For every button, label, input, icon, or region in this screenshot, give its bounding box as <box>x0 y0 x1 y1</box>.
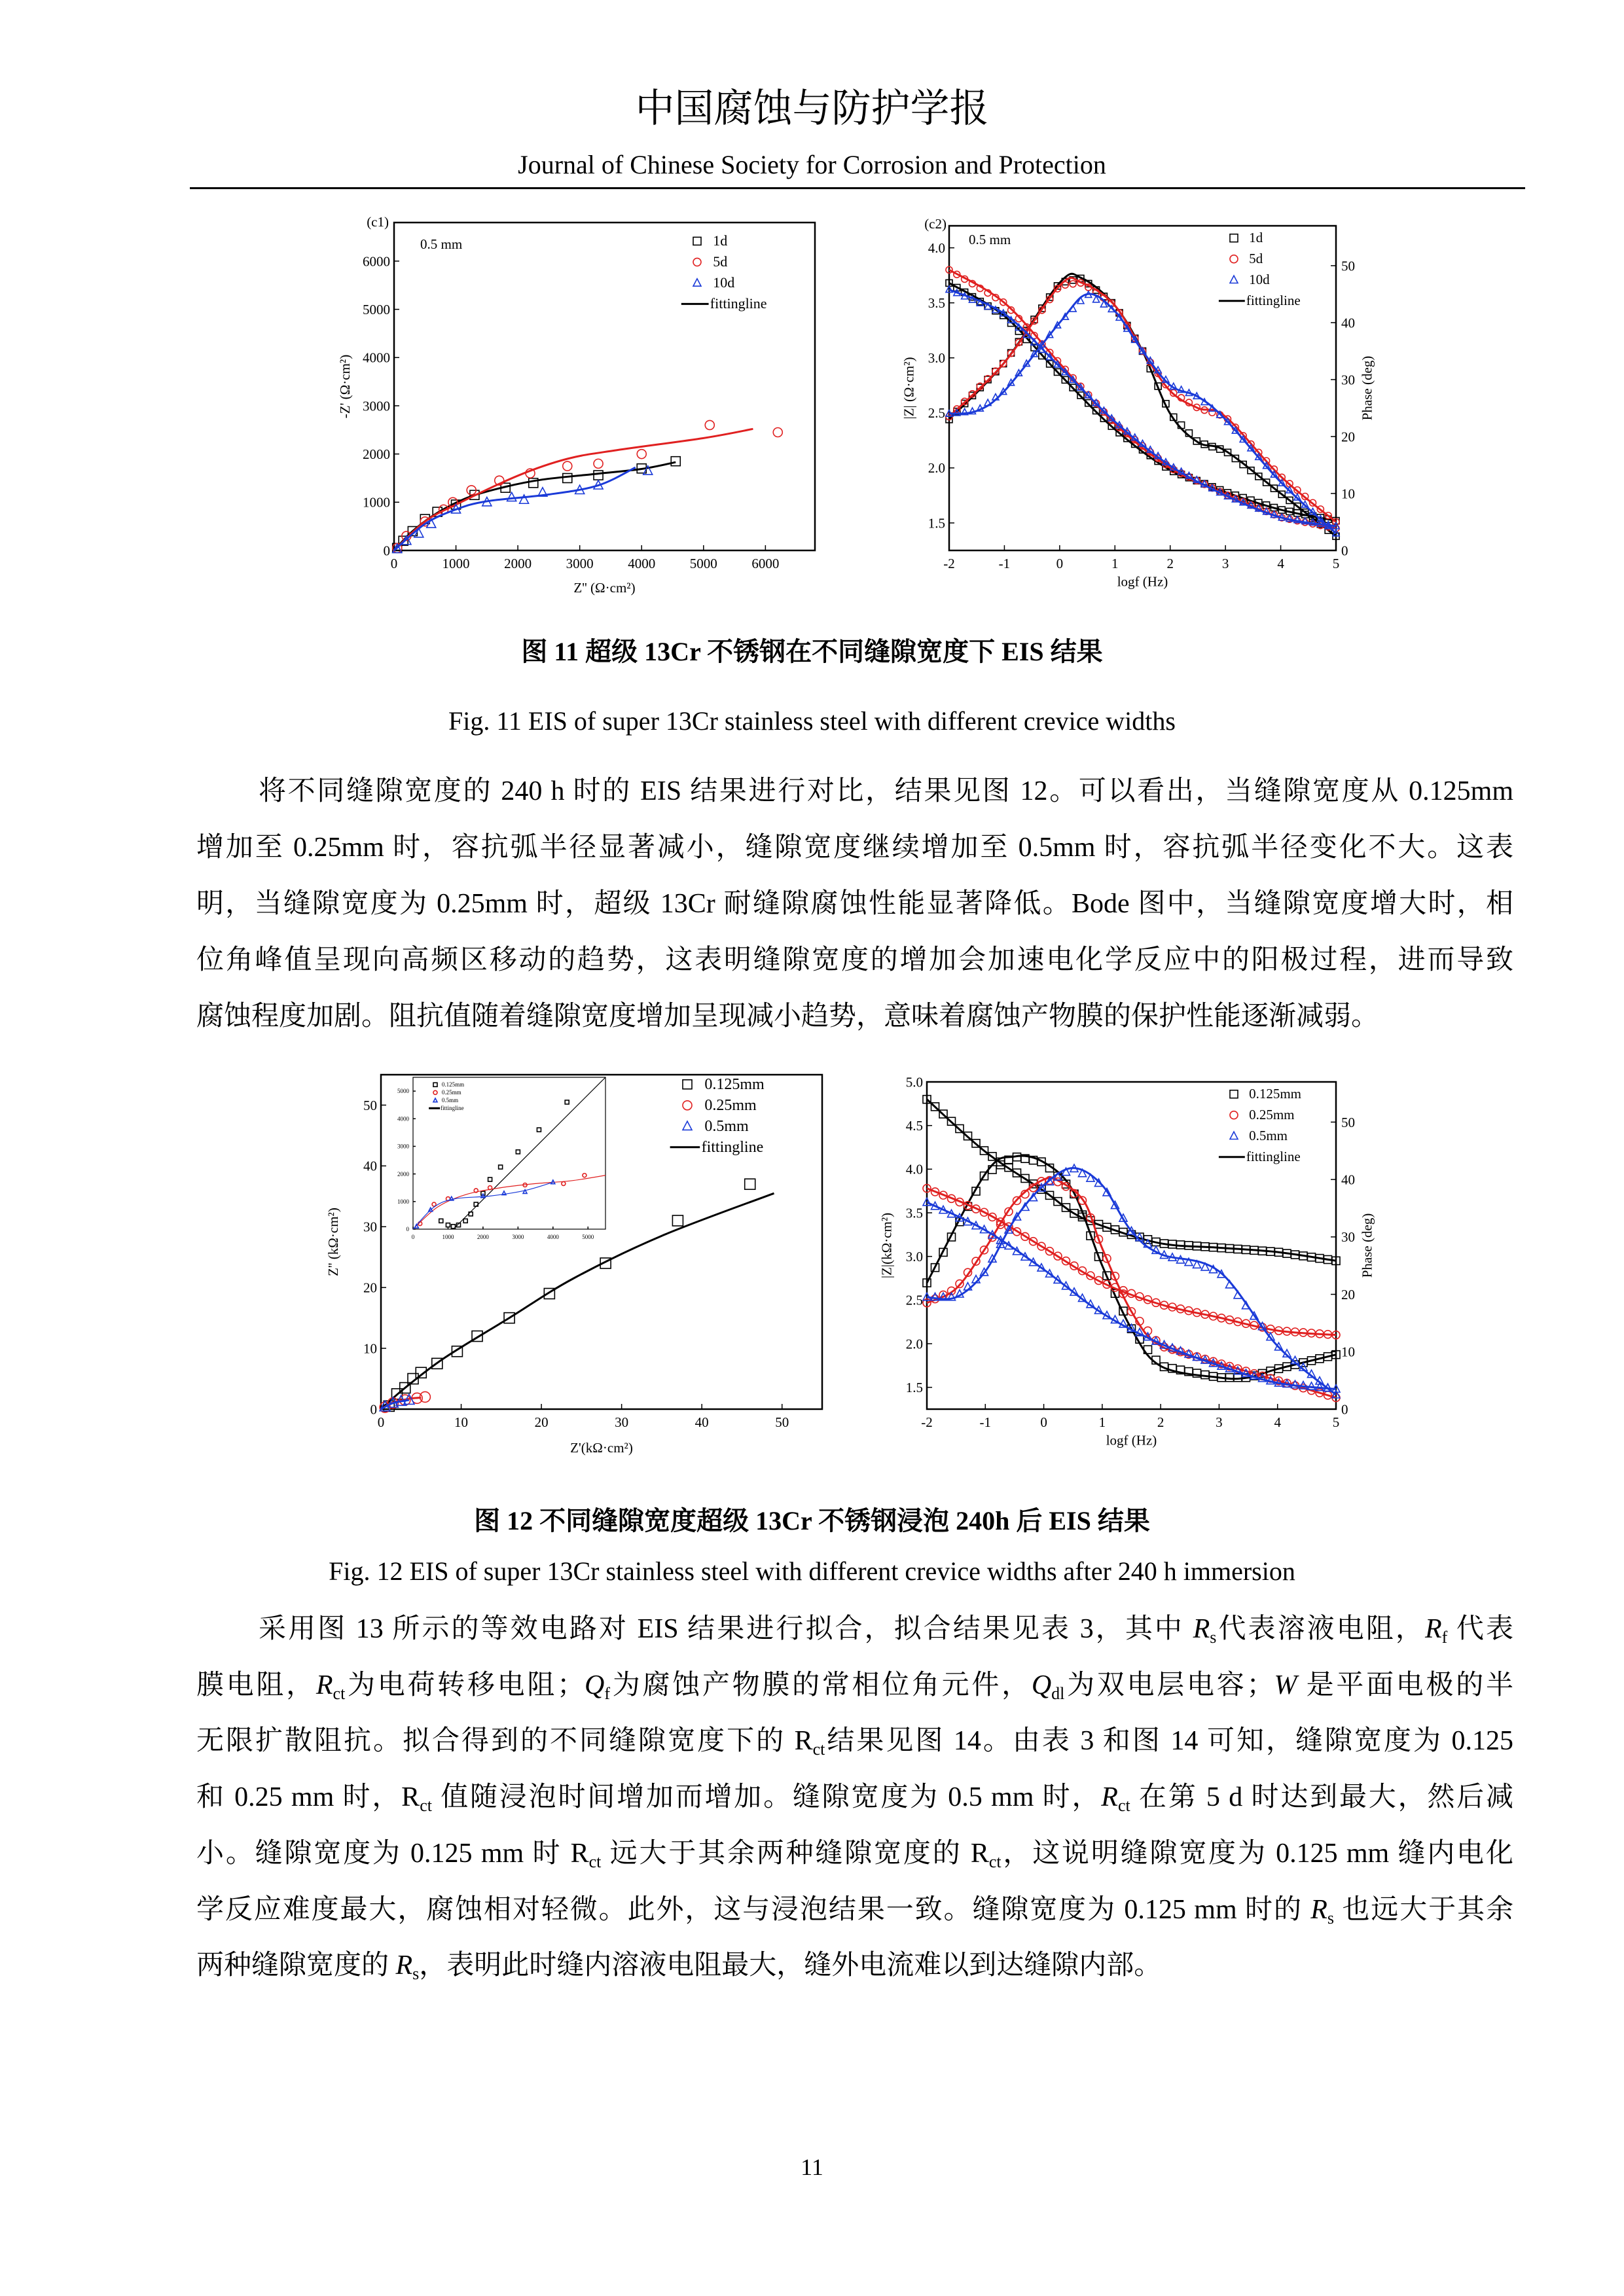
x-tick-label: 0 <box>390 556 398 571</box>
legend-label: 1d <box>713 232 728 249</box>
triangle-marker <box>1308 1382 1316 1390</box>
square-marker <box>672 1215 683 1226</box>
y-tick-label: 4.5 <box>905 1118 923 1134</box>
y-tick-label: 0 <box>406 1226 409 1233</box>
y-axis-label: |Z| (Ω·cm²) <box>901 357 917 420</box>
series-0.25mm-phase <box>923 1177 1340 1402</box>
symbol: $R_{ct}$ <box>970 1838 1001 1871</box>
x-tick-label: 4000 <box>628 556 656 571</box>
x-tick-label: -2 <box>943 556 955 571</box>
y-tick-label: 5.0 <box>905 1074 923 1090</box>
y-axis-label: Z'' (kΩ·cm²) <box>325 1208 341 1276</box>
y-tick-label: 20 <box>363 1280 377 1296</box>
square-marker <box>1230 1090 1238 1098</box>
square-marker <box>1230 234 1238 242</box>
legend-label: 0.25mm <box>704 1097 757 1114</box>
x-tick-label: 3000 <box>512 1234 524 1240</box>
text-line: 膜电阻，$R_{ct}$为电荷转移电阻；$Q_f$为腐蚀产物膜的常相位角元件，$Q_{dl}$为双电层电容；W 是平面电极的半 <box>196 1670 1513 1703</box>
symbol: $Q_{dl}$ <box>1031 1670 1065 1703</box>
y-tick-label: 30 <box>363 1219 377 1235</box>
axes <box>363 223 815 571</box>
series-1d <box>393 457 681 553</box>
y-tick-label: 3000 <box>397 1143 409 1150</box>
x-tick-label: 1 <box>1111 556 1119 571</box>
text-line: 腐蚀程度加剧。阻抗值随着缝隙宽度增加呈现减小趋势，意味着腐蚀产物膜的保护性能逐渐减弱。 <box>196 1001 1379 1031</box>
triangle-marker <box>1230 276 1238 283</box>
square-marker <box>745 1179 755 1189</box>
circle-marker <box>1070 281 1076 287</box>
x-tick-label: 2 <box>1166 556 1174 571</box>
x-axis-label: logf (Hz) <box>1117 573 1168 590</box>
x-tick-label: 2000 <box>477 1234 489 1240</box>
legend-label: 0.25mm <box>441 1089 461 1096</box>
legend-label: fittingline <box>441 1105 464 1111</box>
x-tick-label: 3 <box>1221 556 1229 571</box>
x-tick-label: 4000 <box>547 1234 559 1240</box>
y2-tick-label: 20 <box>1341 1286 1355 1302</box>
x-tick-label: 5000 <box>582 1234 594 1240</box>
chart-c1-nyquist <box>314 209 831 602</box>
symbol: $R_{ct}$ <box>316 1670 346 1703</box>
y-tick-label: 10 <box>363 1340 377 1357</box>
legend <box>1219 1086 1301 1164</box>
page-number: 11 <box>801 2154 823 2180</box>
phase-fit-line <box>949 274 1336 536</box>
y2-tick-label: 30 <box>1341 1229 1355 1246</box>
x-tick-label: 5 <box>1332 1414 1340 1430</box>
y-tick-label: 4000 <box>363 350 390 366</box>
x-axis-label: Z'' (Ω·cm²) <box>573 580 636 596</box>
x-tick-label: 4 <box>1274 1414 1281 1430</box>
text-line: 学反应难度最大，腐蚀相对轻微。此外，这与浸泡结果一致。缝隙宽度为 0.125 mm 时的 $R_s$ 也远大于其余 <box>196 1894 1513 1928</box>
y-tick-label: 2000 <box>397 1170 409 1177</box>
x-tick-label: 4 <box>1277 556 1284 571</box>
symbol: $R_{ct}$ <box>1101 1782 1130 1816</box>
square-marker <box>683 1080 692 1089</box>
square-marker <box>671 457 680 466</box>
legend-label: 10d <box>1249 272 1270 287</box>
text-line: 和 0.25 mm 时，$R_{ct}$ 值随浸泡时间增加而增加。缝隙宽度为 0.5 mm 时，$R_{ct}$ 在第 5 d 时达到最大，然后减 <box>196 1782 1513 1816</box>
y-tick-label: 3.5 <box>928 295 945 312</box>
y2-tick-label: 0 <box>1341 1401 1348 1418</box>
x-tick-label: 30 <box>615 1414 629 1430</box>
y-tick-label: 1000 <box>397 1198 409 1205</box>
y-axis-label: |Z|(kΩ·cm²) <box>878 1212 895 1279</box>
triangle-marker <box>683 1121 692 1130</box>
y2-axis-label: Phase (deg) <box>1359 355 1375 421</box>
header-divider <box>190 187 1525 189</box>
y2-tick-label: 40 <box>1341 1172 1355 1188</box>
circle-marker <box>420 1391 430 1402</box>
circle-marker <box>637 450 646 459</box>
y2-tick-label: 40 <box>1341 315 1355 331</box>
y-tick-label: 2000 <box>363 446 390 462</box>
square-marker <box>594 471 603 480</box>
y-tick-label: 6000 <box>363 253 390 270</box>
y-tick-label: 3.0 <box>928 350 945 367</box>
text-line: 小。缝隙宽度为 0.125 mm 时 $R_{ct}$ 远大于其余两种缝隙宽度的 $R_{ct}$，这说明缝隙宽度为 0.125 mm 缝内电化 <box>196 1838 1513 1871</box>
symbol: $R_{ct}$ <box>794 1726 825 1759</box>
x-tick-label: 6000 <box>751 556 780 571</box>
legend-label: fittingline <box>701 1139 764 1156</box>
chart-c2-bode <box>884 209 1407 602</box>
y2-tick-label: 10 <box>1341 486 1355 502</box>
text-line: 两种缝隙宽度的 $R_s$，表明此时缝内溶液电阻最大，缝外电流难以到达缝隙内部。 <box>196 1950 1162 1984</box>
legend <box>681 232 767 312</box>
legend-label: 0.5mm <box>441 1097 459 1103</box>
modulus-fit-line <box>949 283 1336 520</box>
y2-tick-label: 10 <box>1341 1344 1355 1360</box>
fig12-caption-en: Fig. 12 EIS of super 13Cr stainless steel with different crevice widths after 240 h immersion <box>329 1556 1295 1586</box>
fit-line <box>394 429 753 550</box>
phase-fit-line <box>927 1168 1336 1395</box>
legend-label: 0.5mm <box>1249 1128 1288 1143</box>
phase-fit-line <box>949 278 1336 522</box>
y-tick-label: 0 <box>370 1401 377 1418</box>
circle-marker <box>693 258 701 266</box>
y-tick-label: 3.5 <box>905 1205 923 1221</box>
circle-marker <box>1230 255 1238 263</box>
inset-chart <box>397 1077 605 1240</box>
legend-label: 5d <box>713 253 728 270</box>
y-tick-label: 2.0 <box>905 1336 923 1352</box>
y2-tick-label: 50 <box>1341 258 1355 274</box>
text-line: 明，当缝隙宽度为 0.25mm 时，超级 13Cr 耐缝隙腐蚀性能显著降低。Bode 图中，当缝隙宽度增大时，相 <box>196 889 1513 919</box>
fig11-caption-cn: 图 11 超级 13Cr 不锈钢在不同缝隙宽度下 EIS 结果 <box>521 637 1103 666</box>
annotation: 0.5 mm <box>969 232 1011 247</box>
triangle-marker <box>693 279 701 286</box>
text-line: 将不同缝隙宽度的 240 h 时的 EIS 结果进行对比，结果见图 12。可以看出，当缝隙宽度从 0.125mm <box>259 776 1513 806</box>
y-tick-label: 3000 <box>363 398 390 414</box>
series-0.5mm-phase <box>923 1164 1340 1398</box>
x-tick-label: 5 <box>1332 556 1340 571</box>
legend-label: 1d <box>1249 230 1263 245</box>
legend <box>1219 230 1301 308</box>
series-10d-phase <box>946 291 1339 536</box>
circle-marker <box>705 420 714 429</box>
y-tick-label: 5000 <box>397 1088 409 1095</box>
x-tick-label: 0 <box>377 1414 385 1430</box>
x-tick-label: 0 <box>411 1234 415 1240</box>
legend-label: fittingline <box>1246 1149 1301 1164</box>
y-tick-label: 0 <box>383 543 390 559</box>
y2-tick-label: 20 <box>1341 429 1355 445</box>
text-line: 无限扩散阻抗。拟合得到的不同缝隙宽度下的 $R_{ct}$结果见图 14。由表 3 和图 14 可知，缝隙宽度为 0.125 <box>196 1726 1513 1759</box>
journal-title-en: Journal of Chinese Society for Corrosion and Protection <box>518 150 1106 179</box>
legend-label: 0.25mm <box>1249 1107 1295 1122</box>
y-tick-label: 1.5 <box>928 515 945 531</box>
x-tick-label: 40 <box>695 1414 709 1430</box>
x-tick-label: 3 <box>1216 1414 1223 1430</box>
symbol: $R_{ct}$ <box>401 1782 432 1816</box>
fit-line <box>394 462 676 550</box>
x-tick-label: -2 <box>921 1414 933 1430</box>
y-tick-label: 4.0 <box>905 1161 923 1177</box>
x-tick-label: 10 <box>454 1414 469 1430</box>
legend-label: 0.125mm <box>1249 1086 1302 1102</box>
axes <box>928 226 1340 571</box>
text-line: 采用图 13 所示的等效电路对 EIS 结果进行拟合，拟合结果见表 3，其中 $R_s$代表溶液电阻，$R_f$ 代表 <box>259 1614 1513 1647</box>
y-tick-label: 4.0 <box>928 240 945 256</box>
x-axis-label: logf (Hz) <box>1106 1432 1157 1448</box>
circle-marker <box>563 461 572 471</box>
legend-label: fittingline <box>710 295 767 312</box>
circle-marker <box>594 459 603 468</box>
x-tick-label: 5000 <box>689 556 717 571</box>
symbol: $R_f$ <box>1424 1614 1448 1647</box>
y-tick-label: 50 <box>363 1097 377 1113</box>
legend <box>670 1076 765 1156</box>
y-axis-label: -Z' (Ω·cm²) <box>337 354 353 419</box>
panel-label: (c2) <box>924 216 947 232</box>
symbol: W <box>1274 1670 1297 1700</box>
fig11-caption-en: Fig. 11 EIS of super 13Cr stainless steel with different crevice widths <box>448 706 1176 736</box>
circle-marker <box>683 1101 692 1110</box>
journal-title-cn: 中国腐蚀与防护学报 <box>635 87 989 130</box>
y-tick-label: 3.0 <box>905 1249 923 1265</box>
legend-label: 10d <box>713 274 735 291</box>
symbol: $R_s$ <box>1193 1614 1217 1647</box>
x-tick-label: 2000 <box>504 556 532 571</box>
legend-label: 0.125mm <box>441 1081 465 1088</box>
modulus-fit-line <box>949 270 1336 528</box>
triangle-marker <box>1230 1132 1238 1139</box>
x-tick-label: -1 <box>979 1414 992 1430</box>
x-tick-label: 0 <box>1056 556 1064 571</box>
y2-tick-label: 30 <box>1341 372 1355 388</box>
square-marker <box>693 237 701 245</box>
symbol: $R_{ct}$ <box>570 1838 602 1871</box>
series-5d <box>393 420 783 552</box>
x-tick-label: 20 <box>534 1414 549 1430</box>
x-tick-label: -1 <box>998 556 1011 571</box>
y-tick-label: 2.5 <box>905 1292 923 1308</box>
y2-axis-label: Phase (deg) <box>1359 1213 1375 1278</box>
chart-fig12-nyquist <box>314 1060 838 1460</box>
x-tick-label: 1000 <box>442 556 470 571</box>
symbol: $Q_f$ <box>585 1670 611 1703</box>
text-line: 增加至 0.25mm 时，容抗弧半径显著减小，缝隙宽度继续增加至 0.5mm 时，容抗弧半径变化不大。这表 <box>196 833 1513 863</box>
legend-label: 0.5mm <box>704 1118 749 1135</box>
y-tick-label: 40 <box>363 1158 377 1174</box>
y2-tick-label: 0 <box>1341 543 1348 559</box>
legend-label: 5d <box>1249 251 1263 266</box>
y-tick-label: 2.0 <box>928 460 945 476</box>
x-tick-label: 0 <box>1040 1414 1047 1430</box>
y-tick-label: 2.5 <box>928 405 945 422</box>
phase-fit-line <box>949 294 1336 533</box>
x-tick-label: 1 <box>1098 1414 1106 1430</box>
symbol: $R_s$ <box>395 1950 420 1984</box>
circle-marker <box>1230 1111 1238 1119</box>
triangle-marker <box>507 492 516 501</box>
y2-tick-label: 50 <box>1341 1114 1355 1130</box>
x-tick-label: 50 <box>775 1414 789 1430</box>
symbol: $R_s$ <box>1310 1894 1335 1928</box>
x-tick-label: 3000 <box>566 556 594 571</box>
y-tick-label: 4000 <box>397 1115 409 1122</box>
fig12-caption-cn: 图 12 不同缝隙宽度超级 13Cr 不锈钢浸泡 240h 后 EIS 结果 <box>474 1506 1150 1535</box>
x-tick-label: 1000 <box>442 1234 454 1240</box>
chart-fig12-bode <box>864 1060 1407 1460</box>
square-marker <box>563 473 572 482</box>
y-tick-label: 1.5 <box>905 1380 923 1396</box>
legend-label: 0.125mm <box>704 1076 765 1093</box>
series-10d <box>393 466 653 553</box>
x-tick-label: 2 <box>1157 1414 1164 1430</box>
circle-marker <box>773 427 782 437</box>
triangle-marker <box>1242 1301 1250 1308</box>
y-tick-label: 5000 <box>363 301 390 317</box>
y-tick-label: 1000 <box>363 494 390 511</box>
annotation: 0.5 mm <box>420 236 463 252</box>
x-axis-label: Z'(kΩ·cm²) <box>570 1440 633 1456</box>
text-line: 位角峰值呈现向高频区移动的趋势，这表明缝隙宽度的增加会加速电化学反应中的阳极过程，进而导致 <box>196 945 1513 975</box>
panel-label: (c1) <box>367 214 389 230</box>
legend-label: fittingline <box>1246 293 1301 308</box>
